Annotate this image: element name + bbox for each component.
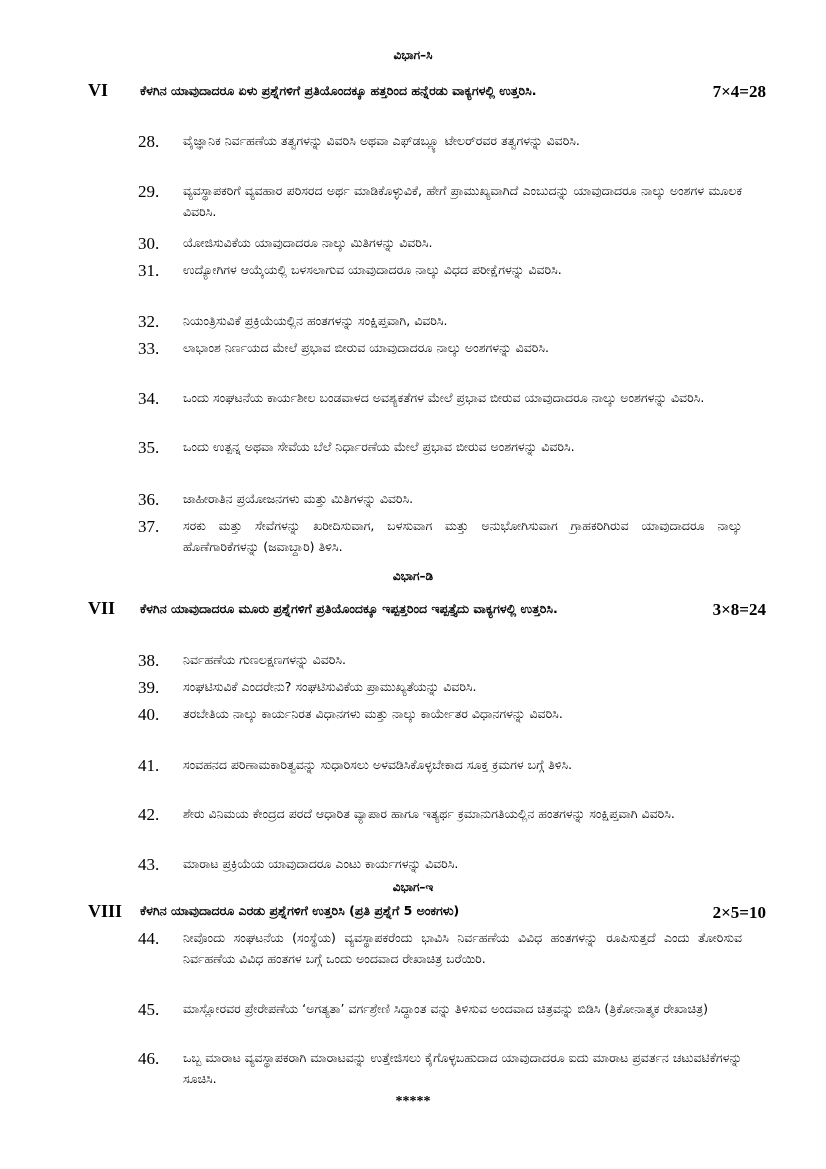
question-item [138,676,742,697]
section-heading: ವಿಭಾಗ–ಸಿ [393,48,433,62]
question-item [138,337,742,358]
question-item [138,754,742,775]
question-group-number: VIII [88,901,123,921]
question-number: 35. [138,438,160,457]
question-number: 44. [138,929,160,948]
question-item [138,803,742,824]
question-item [138,436,742,457]
question-item [138,387,742,408]
question-number: 39. [138,678,160,697]
section-instruction: ಕೆಳಗಿನ ಯಾವುದಾದರೂ ಎರಡು ಪ್ರಶ್ನೆಗಳಿಗೆ ಉತ್ತರಿಸಿ (ಪ್ರತಿ ಪ್ರಶ್ನೆಗೆ 5 ಅಂಕಗಳು) [140,903,460,918]
question-text: ಉದ್ಯೋಗಿಗಳ ಆಯ್ಕೆಯಲ್ಲಿ ಬಳಸಲಾಗುವ ಯಾವುದಾದರೂ ನಾಲ್ಕು ವಿಧದ ಪರೀಕ್ಷೆಗಳನ್ನು ವಿವರಿಸಿ. [183,262,562,277]
question-text: ಶೇರು ವಿನಿಮಯ ಕೇಂದ್ರದ ಪರದೆ ಆಧಾರಿತ ವ್ಯಾಪಾರ ಹಾಗೂ ಇತ್ಯರ್ಥ ಕ್ರಮಾನುಗತಿಯಲ್ಲಿನ ಹಂತಗಳನ್ನು ಸಂಕ್ಷಿಪ್ತವಾಗಿ ವಿವರಿಸಿ. [183,806,675,821]
question-number: 32. [138,312,160,331]
question-item [138,998,742,1019]
question-number: 29. [138,182,160,201]
question-group-number: VII [88,598,116,618]
question-item [138,488,742,509]
question-text: ಸರಕು ಮತ್ತು ಸೇವೆಗಳನ್ನು ಖರೀದಿಸುವಾಗ, ಬಳಸುವಾಗ ಮತ್ತು ಅನುಭೋಗಿಸುವಾಗ ಗ್ರಾಹಕರಿಗಿರುವ ಯಾವುದಾದರೂ ನಾಲ್ಕು ಹೊಣೆಗಾರಿಕೆಗಳನ್ನು (ಜವಾಬ್ದಾರಿ) ತಿಳಿಸಿ. [183,518,742,554]
question-number: 45. [138,1000,160,1019]
question-number: 42. [138,805,160,824]
question-text: ಒಂದು ಉತ್ಪನ್ನ ಅಥವಾ ಸೇವೆಯ ಬೆಲೆ ನಿರ್ಧಾರಣೆಯ ಮೇಲೆ ಪ್ರಭಾವ ಬೀರುವ ಅಂಶಗಳನ್ನು ವಿವರಿಸಿ. [183,439,575,454]
section-marks: 3×8=24 [712,600,766,619]
question-number: 34. [138,389,160,408]
section-marks: 2×5=10 [712,903,766,922]
question-item [138,853,742,874]
question-number: 36. [138,490,160,509]
end-of-paper-marker: ***** [395,1094,431,1109]
question-number: 37. [138,517,160,536]
question-text: ತರಬೇತಿಯ ನಾಲ್ಕು ಕಾರ್ಯನಿರತ ವಿಧಾನಗಳು ಮತ್ತು ನಾಲ್ಕು ಕಾರ್ಯೇತರ ವಿಧಾನಗಳನ್ನು ವಿವರಿಸಿ. [183,706,563,721]
question-number: 46. [138,1049,160,1068]
question-text: ಒಂದು ಸಂಘಟನೆಯ ಕಾರ್ಯಶೀಲ ಬಂಡವಾಳದ ಅವಶ್ಯಕತೆಗಳ ಮೇಲೆ ಪ್ರಭಾವ ಬೀರುವ ಯಾವುದಾದರೂ ನಾಲ್ಕು ಅಂಶಗಳನ್ನು ವಿವರಿಸಿ. [183,390,705,405]
question-item [138,515,742,557]
section-marks: 7×4=28 [712,82,766,101]
question-number: 28. [138,132,160,151]
question-text: ವೈಜ್ಞಾನಿಕ ನಿರ್ವಹಣೆಯ ತತ್ವಗಳನ್ನು ವಿವರಿಸಿ ಅಥವಾ ಎಫ್‌ಡಬ್ಲ್ಯೂ ಟೇಲರ್‌ರವರ ತತ್ವಗಳನ್ನು ವಿವರಿಸಿ. [183,133,580,148]
question-item [138,1047,742,1089]
question-text: ಒಬ್ಬ ಮಾರಾಟ ವ್ಯವಸ್ಥಾಪಕರಾಗಿ ಮಾರಾಟವನ್ನು ಉತ್ತೇಜಿಸಲು ಕೈಗೊಳ್ಳಬಹುದಾದ ಯಾವುದಾದರೂ ಐದು ಮಾರಾಟ ಪ್ರವರ್ತನ ಚಟುವಟಿಕೆಗಳನ್ನು ಸೂಚಿಸಿ. [183,1050,742,1086]
question-text: ಸಂಘಟಿಸುವಿಕೆ ಎಂದರೇನು? ಸಂಘಟಿಸುವಿಕೆಯ ಪ್ರಾಮುಖ್ಯತೆಯನ್ನು ವಿವರಿಸಿ. [183,679,477,694]
question-group-number: VI [88,80,109,100]
section-instruction: ಕೆಳಗಿನ ಯಾವುದಾದರೂ ಮೂರು ಪ್ರಶ್ನೆಗಳಿಗೆ ಪ್ರತಿಯೊಂದಕ್ಕೂ ಇಪ್ಪತ್ತರಿಂದ ಇಪ್ಪತ್ತೈದು ವಾಕ್ಯಗಳಲ್ಲಿ ಉತ್ತರಿಸಿ. [140,601,558,616]
question-item [138,310,742,331]
question-text: ನಿಯಂತ್ರಿಸುವಿಕೆ ಪ್ರಕ್ರಿಯೆಯಲ್ಲಿನ ಹಂತಗಳನ್ನು ಸಂಕ್ಷಿಪ್ತವಾಗಿ, ವಿವರಿಸಿ. [183,313,448,328]
question-text: ಮಾಸ್ಲೋರವರ ಪ್ರೇರೇಪಣೆಯ ‘ಅಗತ್ಯತಾ’ ವರ್ಗಶ್ರೇಣಿ ಸಿದ್ಧಾಂತ ವನ್ನು ತಿಳಿಸುವ ಅಂದವಾದ ಚಿತ್ರವನ್ನು ಬಿಡಿಸಿ (ತ್ರಿಕೋನಾತ್ಮಕ ರೇಖಾಚಿತ್ರ) [183,1001,709,1016]
question-item [138,130,742,151]
question-text: ಯೋಜಿಸುವಿಕೆಯ ಯಾವುದಾದರೂ ನಾಲ್ಕು ಮಿತಿಗಳನ್ನು ವಿವರಿಸಿ. [183,235,433,250]
question-item [138,259,742,280]
question-text: ಸಂವಹನದ ಪರಿಣಾಮಕಾರಿತ್ವವನ್ನು ಸುಧಾರಿಸಲು ಅಳವಡಿಸಿಕೊಳ್ಳಬೇಕಾದ ಸೂಕ್ತ ಕ್ರಮಗಳ ಬಗ್ಗೆ ತಿಳಿಸಿ. [183,757,573,772]
question-text: ಮಾರಾಟ ಪ್ರಕ್ರಿಯೆಯ ಯಾವುದಾದರೂ ಎಂಟು ಕಾರ್ಯಗಳನ್ನು ವಿವರಿಸಿ. [183,856,459,871]
question-number: 40. [138,705,160,724]
question-number: 31. [138,261,160,280]
question-number: 43. [138,855,160,874]
question-text: ಲಾಭಾಂಶ ನಿರ್ಣಯದ ಮೇಲೆ ಪ್ರಭಾವ ಬೀರುವ ಯಾವುದಾದರೂ ನಾಲ್ಕು ಅಂಶಗಳನ್ನು ವಿವರಿಸಿ. [183,340,549,355]
question-number: 41. [138,756,160,775]
section-heading: ವಿಭಾಗ–ಡಿ [392,569,434,583]
question-number: 33. [138,339,160,358]
question-number: 38. [138,651,160,670]
question-text: ನಿರ್ವಹಣೆಯ ಗುಣಲಕ್ಷಣಗಳನ್ನು ವಿವರಿಸಿ. [183,652,346,667]
question-item [138,649,742,670]
question-text: ವ್ಯವಸ್ಥಾಪಕರಿಗೆ ವ್ಯವಹಾರ ಪರಿಸರದ ಅರ್ಥ ಮಾಡಿಕೊಳ್ಳುವಿಕೆ, ಹೇಗೆ ಪ್ರಾಮುಖ್ಯವಾಗಿದೆ ಎಂಬುದನ್ನು ಯಾವುದಾದರೂ ನಾಲ್ಕು ಅಂಶಗಳ ಮೂಲಕ ವಿವರಿಸಿ. [183,183,742,219]
question-item [138,232,742,253]
question-item [138,703,742,724]
question-item [138,927,742,969]
question-text: ನೀವೊಂದು ಸಂಘಟನೆಯ (ಸಂಸ್ಥೆಯ) ವ್ಯವಸ್ಥಾಪಕರೆಂದು ಭಾವಿಸಿ ನಿರ್ವಹಣೆಯ ವಿವಿಧ ಹಂತಗಳನ್ನು ರೂಪಿಸುತ್ತದೆ ಎಂದು ತೋರಿಸುವ ನಿರ್ವಹಣೆಯ ವಿವಿಧ ಹಂತಗಳ ಬಗ್ಗೆ ಒಂದು ಅಂದವಾದ ರೇಖಾಚಿತ್ರ ಬರೆಯಿರಿ. [183,930,742,966]
section-heading: ವಿಭಾಗ–ಇ [392,880,434,894]
question-text: ಜಾಹೀರಾತಿನ ಪ್ರಯೋಜನಗಳು ಮತ್ತು ಮಿತಿಗಳನ್ನು ವಿವರಿಸಿ. [183,491,414,506]
question-number: 30. [138,234,160,253]
section-instruction: ಕೆಳಗಿನ ಯಾವುದಾದರೂ ಏಳು ಪ್ರಶ್ನೆಗಳಿಗೆ ಪ್ರತಿಯೊಂದಕ್ಕೂ ಹತ್ತರಿಂದ ಹನ್ನೆರಡು ವಾಕ್ಯಗಳಲ್ಲಿ ಉತ್ತರಿಸಿ. [140,83,537,98]
question-item [138,180,742,222]
